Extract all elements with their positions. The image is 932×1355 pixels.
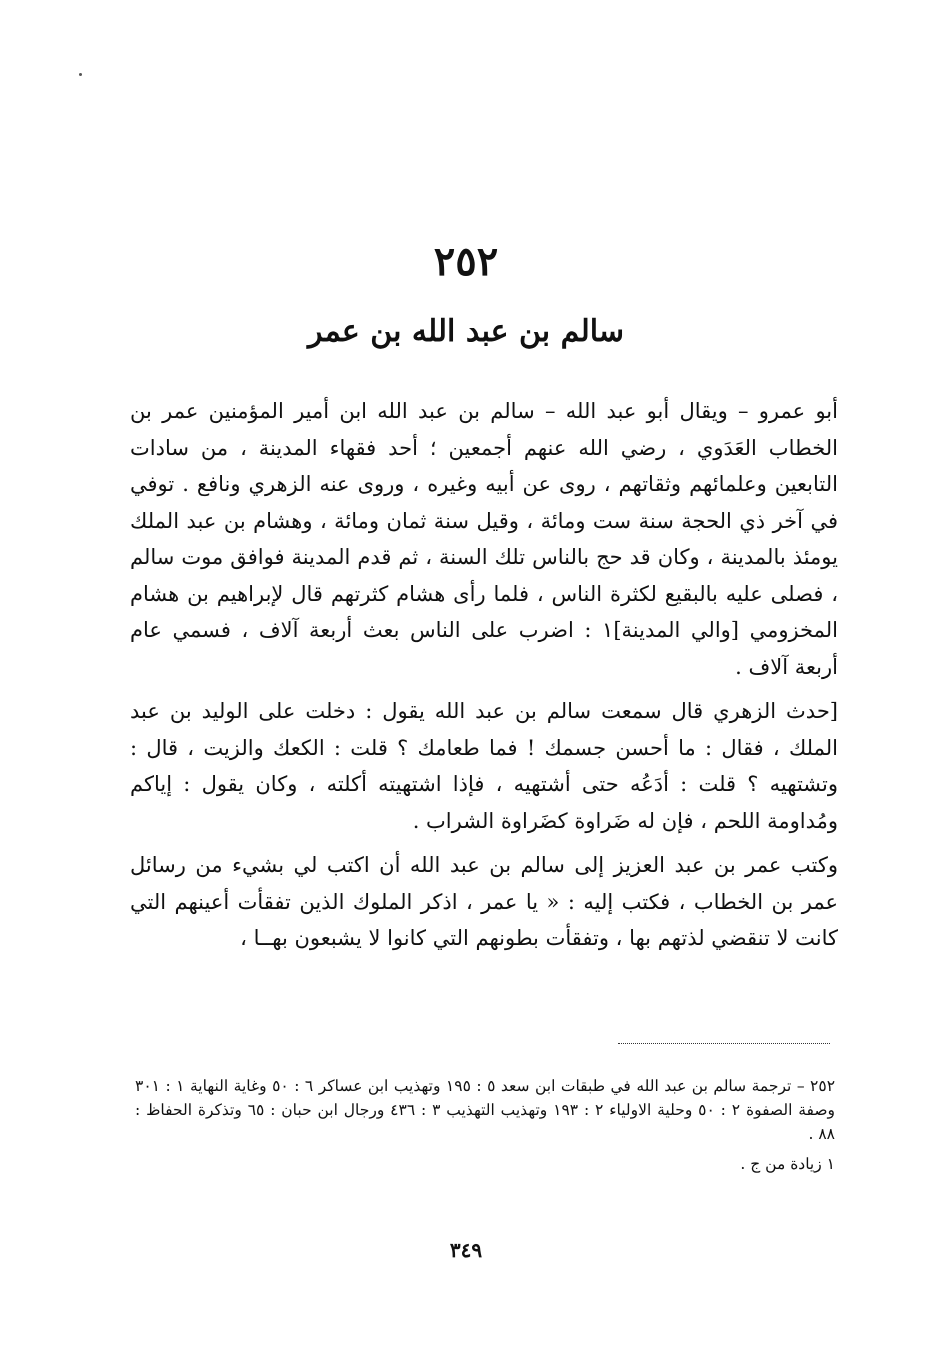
footnote-addition: ١ زيادة من ج .	[740, 1155, 835, 1173]
footnote-sources: ٢٥٢ – ترجمة سالم بن عبد الله في طبقات ابن سعد ٥ : ١٩٥ وتهذيب ابن عساكر ٦ : ٥٠ وغاية النهاية ١ : ٣٠١ وصفة الصفوة ٢ : ٥٠ وحلية الاولياء ٢ : ١٩٣ وتهذيب التهذيب ٣ : ٤٣٦ ورجال ابن حبان : ٦٥ وتذكرة الحفاظ : ٨٨ .	[135, 1077, 836, 1143]
entry-title: سالم بن عبد الله بن عمر	[308, 314, 624, 349]
body-paragraph-umar-letter: وكتب عمر بن عبد العزيز إلى سالم بن عبد الله أن اكتب لي بشيء من رسائل عمر بن الخطاب ، فكتب إليه : « يا عمر ، اذكر الملوك الذين تفقأت أعينهم التي كانت لا تنقضي لذتهم بها ، وتفقأت بطونهم التي كانوا لا يشبعون بهــا ،	[130, 853, 838, 950]
body-paragraph-zuhri-narration: [حدث الزهري قال سمعت سالم بن عبد الله يقول : دخلت على الوليد بن عبد الملك ، فقال : ما أحسن جسمك ! فما طعامك ؟ قلت : الكعك والزيت ، قال : وتشتهيه ؟ قلت : أدَعُه حتى أشتهيه ، فإذا اشتهيته أكلته ، وكان يقول : إياكم ومُداومة اللحم ، فإن له ضَراوة كضَراوة الشراب .	[130, 699, 838, 833]
body-text	[130, 393, 838, 957]
paper-speck	[79, 73, 82, 76]
footnote-separator	[618, 1043, 830, 1044]
entry-number: ٢٥٢	[433, 238, 499, 285]
body-paragraph-biography: أبو عمرو – ويقال أبو عبد الله – سالم بن عبد الله ابن أمير المؤمنين عمر بن الخطاب العَدَوي ، رضي الله عنهم أجمعين ؛ أحد فقهاء المدينة ، من سادات التابعين وعلمائهم وثقاتهم ، روى عن أبيه وغيره ، وروى عنه الزهري ونافع . توفي في آخر ذي الحجة سنة ست ومائة ، وقيل سنة ثمان ومائة ، وهشام بن عبد الملك يومئذ بالمدينة ، وكان قد حج بالناس تلك السنة ، ثم قدم المدينة فوافق موت سالم ، فصلى عليه بالبقيع لكثرة الناس ، فلما رأى هشام كثرتهم قال لإبراهيم بن هشام المخزومي [والي المدينة]١ : اضرب على الناس بعث أربعة آلاف ، فسمي عام أربعة آلاف .	[130, 399, 838, 679]
page-number: ٣٤٩	[449, 1238, 483, 1262]
footnotes	[135, 1074, 835, 1176]
